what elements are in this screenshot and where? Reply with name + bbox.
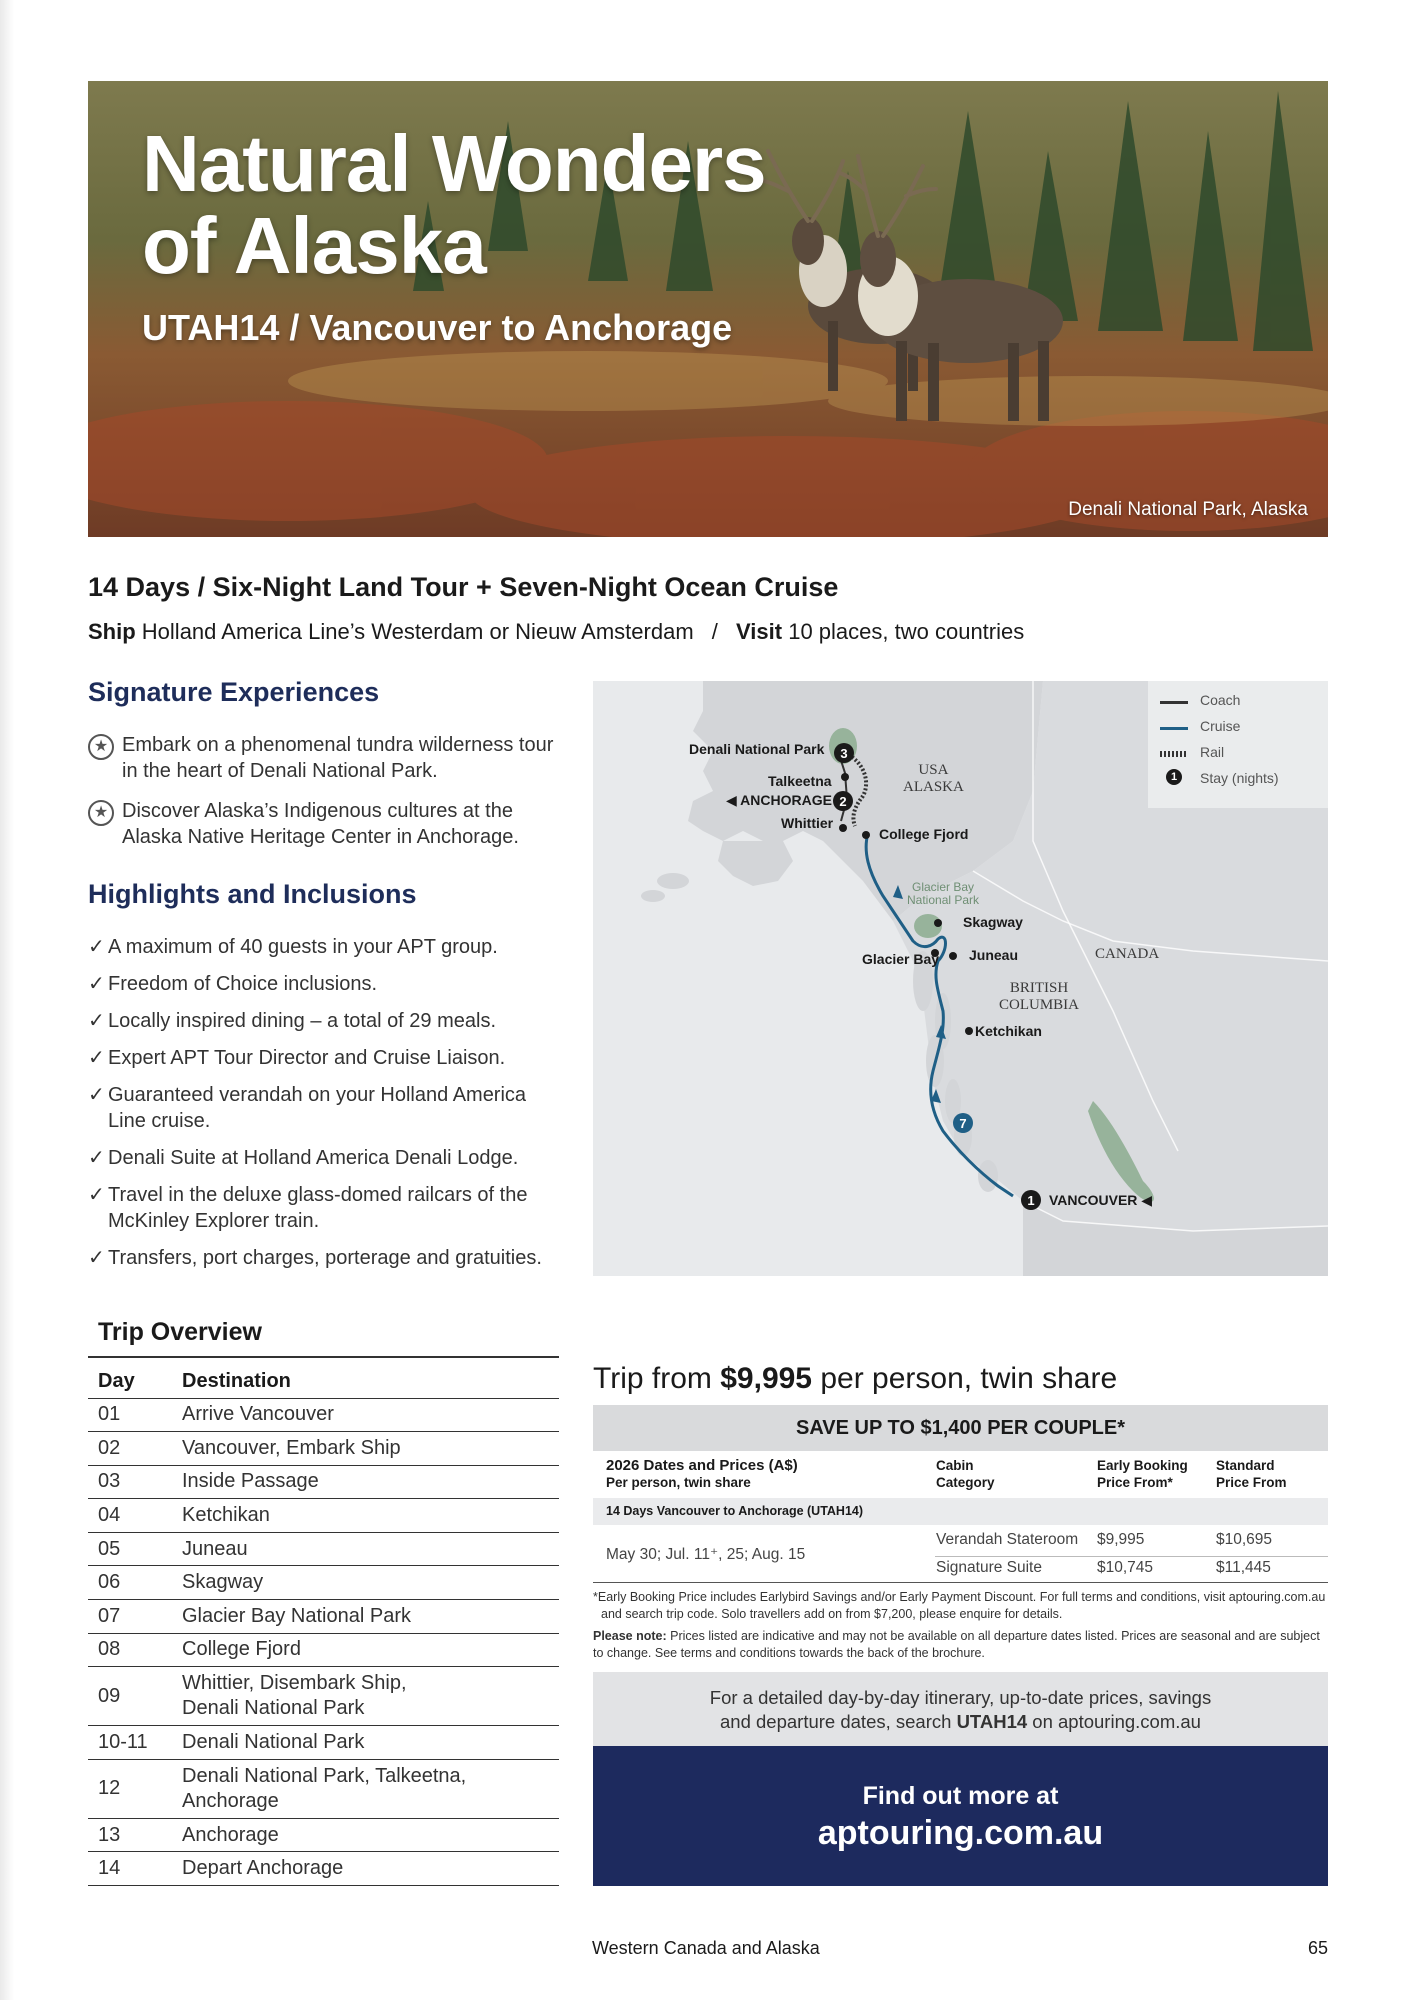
destination-cell: Depart Anchorage [172,1852,559,1886]
label-denali: Denali National Park [689,741,825,757]
photo-caption: Denali National Park, Alaska [1068,499,1308,520]
highlights-list [88,934,568,1282]
table-row [88,1852,559,1886]
table-row [88,1398,559,1432]
info-line1: For a detailed day-by-day itinerary, up-to-date prices, savings [709,1687,1212,1708]
destination-cell: Skagway [172,1566,559,1600]
highlight-text: Expert APT Tour Director and Cruise Liaison. [108,1047,506,1069]
highlights-heading: Highlights and Inclusions [88,879,417,909]
route-map [593,681,1328,1276]
checkmark-icon: ✓ [88,1084,105,1106]
destination-cell: Inside Passage [172,1465,559,1499]
separator: / [711,619,718,644]
hdr-std-line2: Price From [1216,1475,1287,1490]
checkmark-icon: ✓ [88,936,105,958]
rail-swatch [1160,751,1188,757]
stay-marker-anchorage [833,791,853,811]
highlight-item [88,1245,568,1271]
hdr-std-line1: Standard [1216,1458,1275,1473]
highlight-item [88,1082,568,1134]
info-line2-prefix: and departure dates, search [720,1711,952,1732]
please-note-text: Prices listed are indicative and may not be available on all departure dates listed. Prices are seasonal and are subject to change. See terms and conditions towards the back of the brochure. [593,1629,1320,1660]
label-whittier: Whittier [781,815,834,831]
region-usa-alaska [903,762,964,796]
legend-stay: Stay (nights) [1200,770,1279,786]
day-cell: 10-11 [88,1726,172,1760]
col-day: Day [88,1357,172,1398]
destination-cell: Ketchikan [172,1499,559,1533]
hero-image [88,81,1328,537]
day-cell: 05 [88,1532,172,1566]
price-table-bottom [593,1582,1328,1583]
hero-subtitle: UTAH14 / Vancouver to Anchorage [142,307,733,348]
table-row [88,1532,559,1566]
hdr-standard [1216,1457,1287,1491]
hdr-cabin-line2: Category [936,1475,995,1490]
talkeetna-dot [841,773,849,781]
destination-cell: Glacier Bay National Park [172,1600,559,1634]
cabin-cell: Signature Suite [936,1559,1042,1576]
region-bc-line2: COLUMBIA [999,997,1080,1013]
cruise-swatch [1160,727,1188,730]
info-trip-code: UTAH14 [956,1711,1028,1732]
checkmark-icon: ✓ [88,1147,105,1169]
visit-label: Visit [736,619,783,644]
highlight-text: A maximum of 40 guests in your APT group. [108,936,498,958]
svg-text:7: 7 [959,1116,967,1131]
cta-line1: Find out more at [862,1782,1059,1810]
glacier-bay-park-label [907,881,979,907]
hdr-dates-line2: Per person, twin share [606,1475,751,1490]
trip-duration: 14 Days / Six-Night Land Tour + Seven-Night Ocean Cruise [88,572,839,602]
stay-swatch: 1 [1166,769,1182,785]
region-bc [999,980,1079,1014]
ketchikan-dot [965,1027,973,1035]
early-price-cell: $9,995 [1097,1531,1145,1548]
itinerary-info-box [593,1672,1328,1746]
ship-label: Ship [88,619,136,644]
page-number: 65 [1307,1938,1328,1958]
trip-from-price [593,1362,1117,1396]
highlight-text: Locally inspired dining – a total of 29 meals. [108,1010,497,1032]
highlight-item [88,1182,568,1234]
destination-line1: Denali National Park, Talkeetna, [182,1764,467,1787]
please-note-label: Please note: [593,1629,667,1643]
day-cell: 09 [88,1667,172,1726]
label-vancouver: VANCOUVER ◀ [1049,1192,1153,1208]
map-legend [1148,681,1328,808]
destination-line1: Whittier, Disembark Ship, [182,1672,407,1695]
early-price-cell: $10,745 [1097,1559,1154,1576]
star-icon: ★ [88,734,114,760]
departure-dates: May 30; Jul. 11⁺, 25; Aug. 15 [606,1546,806,1563]
highlight-text: Travel in the deluxe glass-domed railcars of the McKinley Explorer train. [108,1184,528,1232]
label-skagway: Skagway [963,914,1023,930]
region-alaska: ALASKA [903,779,964,795]
region-usa: USA [918,762,949,778]
signature-item [88,798,558,850]
park-label-line2: National Park [907,893,980,907]
trip-from-prefix: Trip from [593,1362,712,1395]
destination-line2: Anchorage [182,1789,279,1812]
hdr-early [1097,1457,1188,1491]
standard-price-cell: $10,695 [1216,1531,1273,1548]
hdr-cabin [936,1457,995,1491]
footnote-early-booking: *Early Booking Price includes Earlybird Savings and/or Early Payment Discount. For full terms and conditions, visit aptouring.com.au and search trip code. Solo travellers add on from $7,200, please enquire for details. [593,1590,1326,1621]
save-banner: SAVE UP TO $1,400 PER COUPLE* [593,1405,1328,1451]
info-line2 [593,1710,1328,1734]
hdr-early-line2: Price From* [1097,1475,1173,1490]
star-icon: ★ [88,800,114,826]
skagway-dot [934,919,942,927]
signature-item-text: Embark on a phenomenal tundra wilderness tour in the heart of Denali National Park. [122,734,554,782]
destination-cell [172,1759,559,1818]
destination-cell: Vancouver, Embark Ship [172,1432,559,1466]
table-row [88,1726,559,1760]
legend-cruise: Cruise [1200,718,1241,734]
signature-list [88,732,558,864]
park-label-line1: Glacier Bay [912,880,975,894]
legend-rail: Rail [1200,744,1225,760]
destination-cell: Juneau [172,1532,559,1566]
label-glacier-bay: Glacier Bay [862,951,940,967]
footer-section-name: Western Canada and Alaska [592,1938,820,1958]
region-bc-line1: BRITISH [1009,980,1069,996]
label-ketchikan: Ketchikan [975,1023,1042,1039]
table-row [88,1432,559,1466]
day-cell: 01 [88,1398,172,1432]
trip-overview-title: Trip Overview [98,1318,262,1346]
whittier-dot [839,824,847,832]
col-destination: Destination [172,1357,559,1398]
info-line2-suffix: on aptouring.com.au [1032,1711,1201,1732]
day-cell: 08 [88,1633,172,1667]
table-row [88,1566,559,1600]
destination-cell: Denali National Park [172,1726,559,1760]
highlight-item [88,934,568,960]
day-cell: 07 [88,1600,172,1634]
highlight-text: Guaranteed verandah on your Holland America Line cruise. [108,1084,527,1132]
trip-from-amount: $9,995 [720,1362,812,1395]
table-row [88,1818,559,1852]
checkmark-icon: ✓ [88,1047,105,1069]
day-cell: 13 [88,1818,172,1852]
table-row [88,1499,559,1533]
day-cell: 04 [88,1499,172,1533]
signature-heading: Signature Experiences [88,677,380,707]
cta-website-link[interactable]: aptouring.com.au [817,1814,1104,1852]
trip-from-suffix: per person, twin share [820,1362,1118,1395]
stay-marker-vancouver [1021,1190,1041,1210]
destination-cell: College Fjord [172,1633,559,1667]
destination-line2: Denali National Park [182,1697,365,1720]
table-row [88,1600,559,1634]
label-college-fjord: College Fjord [879,826,969,842]
day-cell: 02 [88,1432,172,1466]
highlight-item [88,1008,568,1034]
find-out-more-banner[interactable] [593,1746,1328,1886]
kenai-peninsula [718,841,793,886]
please-note [593,1628,1328,1662]
highlight-item [88,1045,568,1071]
destination-cell [172,1667,559,1726]
day-cell: 14 [88,1852,172,1886]
day-cell: 06 [88,1566,172,1600]
legend-coach: Coach [1200,692,1241,708]
checkmark-icon: ✓ [88,973,105,995]
label-juneau: Juneau [969,947,1019,963]
standard-price-cell: $11,445 [1216,1559,1271,1576]
destination-cell: Arrive Vancouver [172,1398,559,1432]
hero-title [142,119,766,290]
stay-marker-cruise [953,1113,973,1133]
college-fjord-dot [862,831,870,839]
hdr-cabin-line1: Cabin [936,1458,974,1473]
svg-text:2: 2 [839,794,847,809]
day-cell: 03 [88,1465,172,1499]
price-row-divider [935,1556,1328,1557]
checkmark-icon: ✓ [88,1010,105,1032]
juneau-dot [949,952,957,960]
highlight-text: Denali Suite at Holland America Denali Lodge. [108,1147,519,1169]
label-talkeetna: Talkeetna [768,773,832,789]
checkmark-icon: ✓ [88,1184,105,1206]
hero-title-line2: of Alaska [142,201,486,290]
highlight-text: Freedom of Choice inclusions. [108,973,378,995]
table-row [88,1667,559,1726]
signature-item-text: Discover Alaska’s Indigenous cultures at the Alaska Native Heritage Center in Anchorage. [122,800,519,848]
price-subheader: 14 Days Vancouver to Anchorage (UTAH14) [593,1498,1328,1525]
highlight-text: Transfers, port charges, porterage and gratuities. [108,1247,542,1269]
checkmark-icon: ✓ [88,1247,105,1269]
hdr-early-line1: Early Booking [1097,1458,1188,1473]
table-row [88,1633,559,1667]
ship-visit-line [88,619,1024,645]
stay-marker-denali [834,743,854,763]
visit-value: 10 places, two countries [788,619,1025,644]
destination-cell: Anchorage [172,1818,559,1852]
label-anchorage: ◀ ANCHORAGE [726,792,832,808]
signature-item [88,732,558,784]
hdr-dates-line1: 2026 Dates and Prices (A$) [606,1457,798,1474]
highlight-item [88,971,568,997]
trip-overview-table [88,1356,559,1886]
svg-text:3: 3 [840,746,848,761]
region-canada: CANADA [1095,946,1160,962]
hero-title-line1: Natural Wonders [142,119,766,208]
table-header-row [88,1357,559,1398]
ship-value: Holland America Line’s Westerdam or Nieuw Amsterdam [141,619,694,644]
table-row [88,1759,559,1818]
svg-text:1: 1 [1027,1193,1035,1208]
table-row [88,1465,559,1499]
highlight-item [88,1145,568,1171]
coach-swatch [1160,701,1188,704]
hdr-dates [606,1457,798,1491]
day-cell: 12 [88,1759,172,1818]
cabin-cell: Verandah Stateroom [936,1531,1079,1548]
page-edge-shadow [0,0,14,2000]
